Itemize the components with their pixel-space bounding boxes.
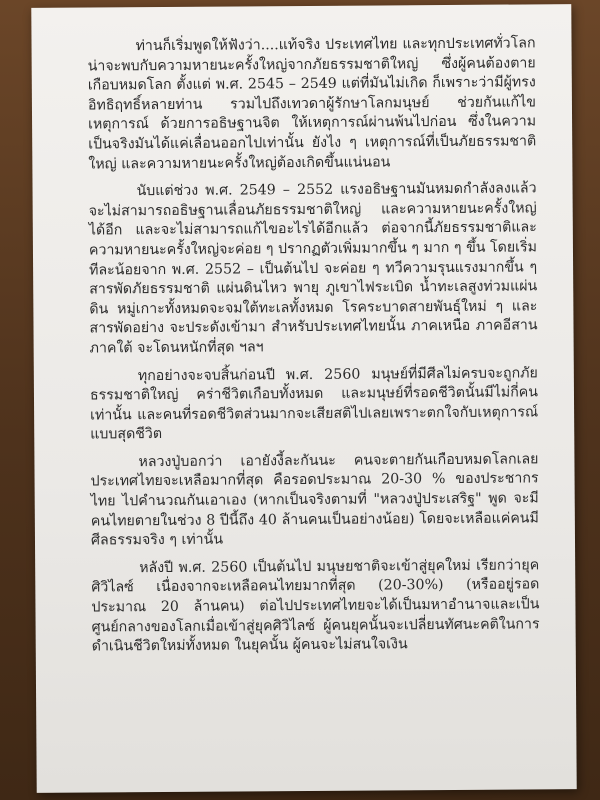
paragraph-1: ท่านก็เริ่มพูดให้ฟังว่า....แท้จริง ประเทศไทย และทุกประเทศทั่วโลกน่าจะพบกับความหายนะครั้งใหญ่จากภัยธรรมชาติใหญ่ ซึ่งผู้คนต้องตายเกือบหมดโลก ตั้งแต่ พ.ศ. 2545 – 2549 แต่ที่มันไม่เกิด ก็เพราะว่ามีผู้ทรงอิทธิฤทธิ์หลายท่าน รวมไปถึงเทวดาผู้รักษาโลกมนุษย์ ช่วยกันแก้ไขเหตุการณ์ ด้วยการอธิษฐานจิต ให้เหตุการณ์ผ่านพ้นไปก่อน ซึ่งในความเป็นจริงมันได้แค่เลื่อนออกไปเท่านั้น ยังไง ๆ เหตุการณ์ที่เป็นภัยธรรมชาติใหญ่ และความหายนะครั้งใหญ่ต้องเกิดขึ้นแน่นอน — [87, 35, 537, 173]
paragraph-3: ทุกอย่างจะจบสิ้นก่อนปี พ.ศ. 2560 มนุษย์ที่มีศีลไม่ครบจะถูกภัยธรรมชาติใหญ่ คร่าชีวิตเกือบทั้งหมด และมนุษย์ที่รอดชีวิตนั้นมีไม่กี่คนเท่านั้น และคนที่รอดชีวิตส่วนมากจะเสียสติไปเลยเพราะตกใจกับเหตุการณ์แบบสุดชีวิต — [89, 364, 539, 443]
paragraph-5: หลังปี พ.ศ. 2560 เป็นต้นไป มนุษยชาติจะเข้าสู่ยุคใหม่ เรียกว่ายุค ศิวิไลซ์ เนื่องจากจะเหลือคนไทยมากที่สุด (20-30%) (หรืออยู่รอดประมาณ 20 ล้านคน) ต่อไปประเทศไทยจะได้เป็นมหาอำนาจและเป็นศูนย์กลางของโลกเมื่อเข้าสู่ยุคศิวิไลซ์ ผู้คนยุคนั้นจะเปลี่ยนทัศนะคติในการดำเนินชีวิตใหม่ทั้งหมด ในยุคนั้น ผู้คนจะไม่สนใจเงิน — [91, 557, 540, 655]
paragraph-2: นับแต่ช่วง พ.ศ. 2549 – 2552 แรงอธิษฐานมันหมดกำลังลงแล้ว จะไม่สามารถอธิษฐานเลื่อนภัยธรรมชาติใหญ่ และความหายนะครั้งใหญ่ได้อีก และจะไม่สามารถแก้ไขอะไรได้อีกแล้ว ต่อจากนี้ภัยธรรมชาติและความหายนะครั้งใหญ่จะค่อย ๆ ปรากฏตัวเพิ่มมากขึ้น ๆ มาก ๆ ขึ้น โดยเริ่มทีละน้อยจาก พ.ศ. 2552 – เป็นต้นไป จะค่อย ๆ ทวีความรุนแรงมากขึ้น ๆ สารพัดภัยธรรมชาติ แผ่นดินไหว พายุ ภูเขาไฟระเบิด น้ำทะเลสูงท่วมแผ่นดิน หมู่เกาะทั้งหมดจะจมใต้ทะเลทั้งหมด โรคระบาดสายพันธุ์ใหม่ ๆ และสารพัดอย่าง จะประดังเข้ามา สำหรับประเทศไทยนั้น ภาคเหนือ ภาคอีสาน ภาคใต้ จะโดนหนักที่สุด ฯลฯ — [88, 180, 538, 357]
document-page — [31, 4, 576, 793]
paragraph-4: หลวงปู่บอกว่า เอายังงี้ละกันนะ คนจะตายกันเกือบหมดโลกเลย ประเทศไทยจะเหลือมากที่สุด คือรอดประมาณ 20-30 % ของประชากรไทย ไปคำนวณกันเอาเอง (หากเป็นจริงตามที่ "หลวงปู่ประเสริฐ" พูด จะมีคนไทยตายในช่วง 8 ปีนี้ถึง 40 ล้านคนเป็นอย่างน้อย) โดยจะเหลือแค่คนมีศีลธรรมจริง ๆ เท่านั้น — [90, 451, 539, 549]
